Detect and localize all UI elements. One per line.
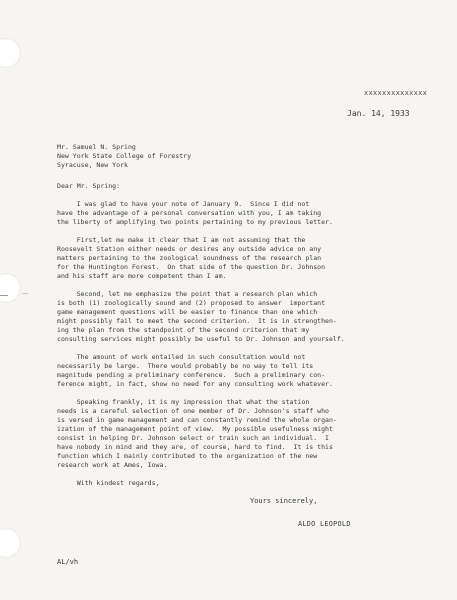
- letter-date: Jan. 14, 1933: [347, 109, 410, 118]
- paragraph-3-line-1: Second, let me emphasize the point that a research plan which: [57, 290, 318, 298]
- closing: Yours sincerely,: [250, 497, 318, 505]
- paragraph-5-line-2: needs is a careful selection of one member of Dr. Johnson's staff who: [57, 407, 329, 415]
- paragraph-5-line-5: consist in helping Dr. Johnson select or train such an individual. I: [57, 434, 329, 442]
- punch-hole-bottom: [0, 528, 21, 558]
- paragraph-4-line-3: magnitude pending a preliminary conference. Such a preliminary con-: [57, 371, 326, 379]
- margin-mark-faint: [22, 293, 28, 294]
- paragraph-3-line-3: game management questions will be easier to finance than one which: [57, 308, 318, 316]
- paragraph-2-line-5: and his staff are more competent than I am.: [57, 272, 227, 280]
- paragraph-1-line-2: have the advantage of a personal conversation with you, I am taking: [57, 209, 322, 217]
- paragraph-1-line-1: I was glad to have your note of January 9. Since I did not: [57, 200, 310, 208]
- paragraph-5-line-4: ization of the management point of view. My possible usefulness might: [57, 425, 333, 433]
- address-line-2: New York State College of Forestry: [57, 152, 192, 160]
- signature: ALDO LEOPOLD: [298, 520, 351, 528]
- paragraph-5-line-3: is versed in game management and can constantly remind the whole organ-: [57, 416, 337, 424]
- paragraph-4-line-1: The amount of work entailed in such consultation would not: [57, 353, 306, 361]
- struck-out-header: xxxxxxxxxxxxxx: [364, 89, 428, 97]
- paragraph-4-line-2: necessarily be large. There would probably be no way to tell its: [57, 362, 314, 370]
- paragraph-3-line-6: consulting services might possibly be useful to Dr. Johnson and yourself.: [57, 335, 345, 343]
- paragraph-1-line-3: the liberty of amplifying two points pertaining to my previous letter.: [57, 218, 333, 226]
- punch-hole-top: [0, 38, 21, 68]
- paragraph-6-line-1: With kindest regards,: [57, 479, 160, 487]
- paragraph-5-line-7: function which I mainly contributed to the organization of the new: [57, 452, 318, 460]
- paragraph-5-line-6: have nobody in mind and they are, of course, hard to find. It is this: [57, 443, 333, 451]
- paragraph-3-line-2: is both (1) zoologically sound and (2) proposed to answer important: [57, 299, 326, 307]
- paragraph-3-line-5: ing the plan from the standpoint of the second criterion that my: [57, 326, 310, 334]
- punch-hole-middle: [0, 273, 21, 303]
- paragraph-5-line-1: Speaking frankly, it is my impression that what the station: [57, 398, 310, 406]
- address-line-3: Syracuse, New York: [57, 161, 128, 169]
- paragraph-2-line-3: matters pertaining to the zoological soundness of the research plan: [57, 254, 322, 262]
- paragraph-5-line-8: research work at Ames, Iowa.: [57, 461, 168, 469]
- address-line-1: Mr. Samuel N. Spring: [57, 143, 136, 151]
- typist-initials: AL/vh: [57, 558, 79, 566]
- paragraph-3-line-4: might possibly fail to meet the second criterion. It is in strengthen-: [57, 317, 337, 325]
- paragraph-2-line-4: for the Huntington Forest. On that side of the question Dr. Johnson: [57, 263, 326, 271]
- paragraph-4-line-4: ference might, in fact, show no need for any consulting work whatever.: [57, 380, 333, 388]
- margin-mark: [0, 295, 8, 296]
- paragraph-2-line-2: Roosevelt Station either needs or desires any outside advice on any: [57, 245, 322, 253]
- paragraph-2-line-1: First,let me make it clear that I am not assuming that the: [57, 236, 306, 244]
- salutation: Dear Mr. Spring:: [57, 182, 121, 190]
